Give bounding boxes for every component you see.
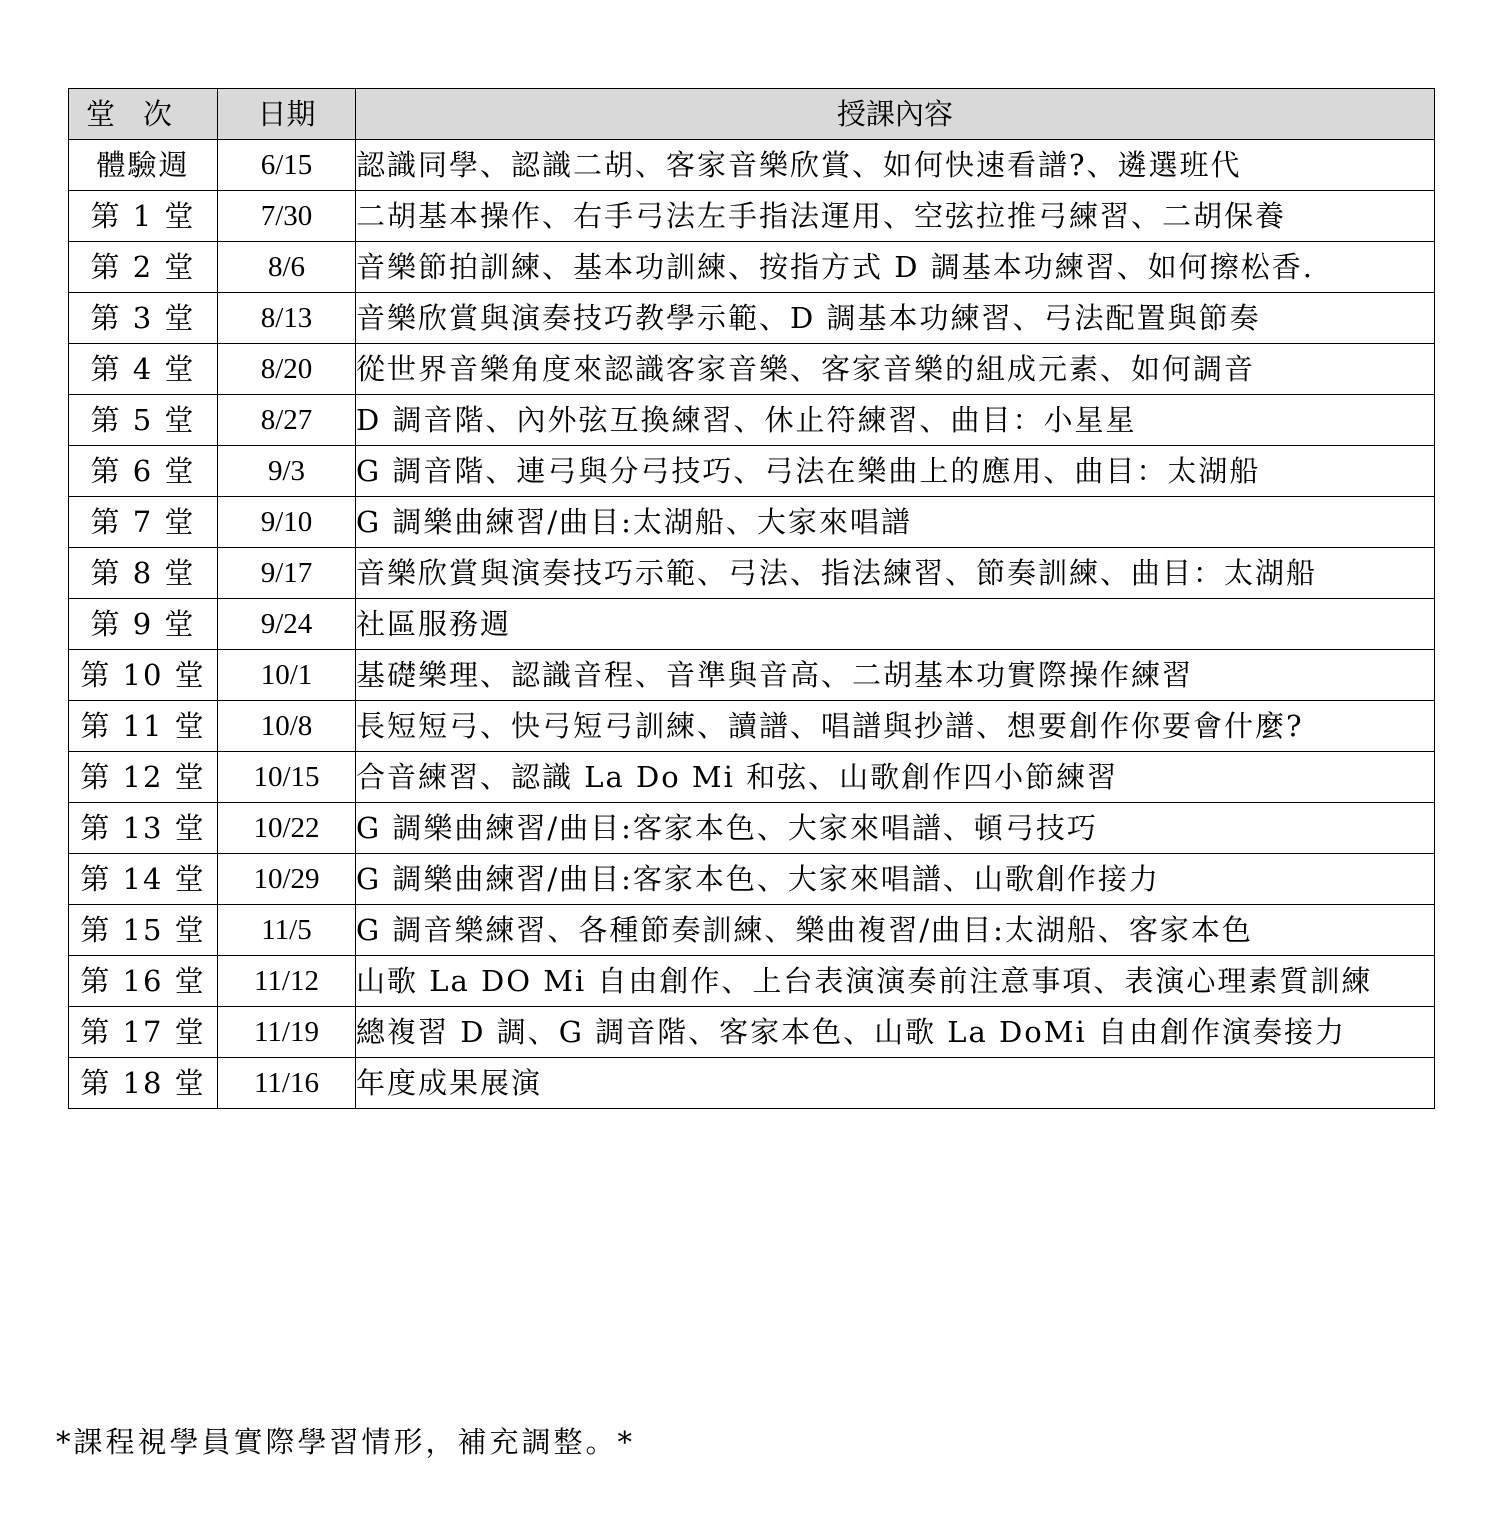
content-cell: 從世界音樂角度來認識客家音樂、客家音樂的組成元素、如何調音 bbox=[356, 344, 1435, 395]
table-row bbox=[69, 701, 1435, 752]
session-cell: 第 9 堂 bbox=[69, 599, 218, 650]
session-cell: 第 5 堂 bbox=[69, 395, 218, 446]
content-cell: 音樂欣賞與演奏技巧教學示範、D 調基本功練習、弓法配置與節奏 bbox=[356, 293, 1435, 344]
content-cell: G 調樂曲練習/曲目:客家本色、大家來唱譜、頓弓技巧 bbox=[356, 803, 1435, 854]
date-cell: 10/1 bbox=[218, 650, 356, 701]
session-cell: 第 6 堂 bbox=[69, 446, 218, 497]
table-row bbox=[69, 650, 1435, 701]
header-content: 授課內容 bbox=[356, 89, 1435, 140]
table-row bbox=[69, 752, 1435, 803]
date-cell: 10/15 bbox=[218, 752, 356, 803]
session-cell: 第 10 堂 bbox=[69, 650, 218, 701]
session-cell: 第 11 堂 bbox=[69, 701, 218, 752]
date-cell: 8/6 bbox=[218, 242, 356, 293]
session-cell: 第 3 堂 bbox=[69, 293, 218, 344]
date-cell: 10/22 bbox=[218, 803, 356, 854]
session-cell: 第 2 堂 bbox=[69, 242, 218, 293]
session-cell: 第 1 堂 bbox=[69, 191, 218, 242]
table-row bbox=[69, 497, 1435, 548]
table-row bbox=[69, 548, 1435, 599]
content-cell: 長短短弓、快弓短弓訓練、讀譜、唱譜與抄譜、想要創作你要會什麼? bbox=[356, 701, 1435, 752]
date-cell: 11/5 bbox=[218, 905, 356, 956]
date-cell: 6/15 bbox=[218, 140, 356, 191]
table-row bbox=[69, 344, 1435, 395]
session-cell: 第 4 堂 bbox=[69, 344, 218, 395]
table-row bbox=[69, 599, 1435, 650]
date-cell: 11/19 bbox=[218, 1007, 356, 1058]
content-cell: 基礎樂理、認識音程、音準與音高、二胡基本功實際操作練習 bbox=[356, 650, 1435, 701]
table-row bbox=[69, 803, 1435, 854]
session-cell: 第 12 堂 bbox=[69, 752, 218, 803]
date-cell: 10/8 bbox=[218, 701, 356, 752]
date-cell: 8/13 bbox=[218, 293, 356, 344]
date-cell: 9/24 bbox=[218, 599, 356, 650]
date-cell: 11/12 bbox=[218, 956, 356, 1007]
content-cell: 音樂欣賞與演奏技巧示範、弓法、指法練習、節奏訓練、曲目：太湖船 bbox=[356, 548, 1435, 599]
content-cell: G 調樂曲練習/曲目:太湖船、大家來唱譜 bbox=[356, 497, 1435, 548]
date-cell: 8/20 bbox=[218, 344, 356, 395]
content-cell: 社區服務週 bbox=[356, 599, 1435, 650]
session-cell: 第 7 堂 bbox=[69, 497, 218, 548]
session-cell: 第 8 堂 bbox=[69, 548, 218, 599]
date-cell: 9/10 bbox=[218, 497, 356, 548]
session-cell: 第 17 堂 bbox=[69, 1007, 218, 1058]
content-cell: G 調音階、連弓與分弓技巧、弓法在樂曲上的應用、曲目：太湖船 bbox=[356, 446, 1435, 497]
content-cell: 合音練習、認識 La Do Mi 和弦、山歌創作四小節練習 bbox=[356, 752, 1435, 803]
table-row bbox=[69, 905, 1435, 956]
content-cell: 山歌 La DO Mi 自由創作、上台表演演奏前注意事項、表演心理素質訓練 bbox=[356, 956, 1435, 1007]
date-cell: 9/3 bbox=[218, 446, 356, 497]
header-row bbox=[69, 89, 1435, 140]
date-cell: 7/30 bbox=[218, 191, 356, 242]
content-cell: 二胡基本操作、右手弓法左手指法運用、空弦拉推弓練習、二胡保養 bbox=[356, 191, 1435, 242]
table-row bbox=[69, 1058, 1435, 1109]
session-cell: 第 16 堂 bbox=[69, 956, 218, 1007]
content-cell: D 調音階、內外弦互換練習、休止符練習、曲目：小星星 bbox=[356, 395, 1435, 446]
content-cell: G 調音樂練習、各種節奏訓練、樂曲複習/曲目:太湖船、客家本色 bbox=[356, 905, 1435, 956]
date-cell: 11/16 bbox=[218, 1058, 356, 1109]
date-cell: 8/27 bbox=[218, 395, 356, 446]
course-schedule bbox=[68, 88, 1434, 1109]
session-cell: 第 15 堂 bbox=[69, 905, 218, 956]
header-session: 堂次 bbox=[69, 89, 218, 140]
header-date: 日期 bbox=[218, 89, 356, 140]
table-row bbox=[69, 395, 1435, 446]
table-row bbox=[69, 956, 1435, 1007]
content-cell: 認識同學、認識二胡、客家音樂欣賞、如何快速看譜?、遴選班代 bbox=[356, 140, 1435, 191]
footnote: *課程視學員實際學習情形，補充調整。* bbox=[56, 1425, 636, 1459]
date-cell: 10/29 bbox=[218, 854, 356, 905]
schedule-table bbox=[68, 88, 1435, 1109]
table-row bbox=[69, 854, 1435, 905]
session-cell: 體驗週 bbox=[69, 140, 218, 191]
table-row bbox=[69, 191, 1435, 242]
content-cell: G 調樂曲練習/曲目:客家本色、大家來唱譜、山歌創作接力 bbox=[356, 854, 1435, 905]
session-cell: 第 18 堂 bbox=[69, 1058, 218, 1109]
content-cell: 總複習 D 調、G 調音階、客家本色、山歌 La DoMi 自由創作演奏接力 bbox=[356, 1007, 1435, 1058]
date-cell: 9/17 bbox=[218, 548, 356, 599]
table-row bbox=[69, 293, 1435, 344]
table-row bbox=[69, 140, 1435, 191]
table-row bbox=[69, 446, 1435, 497]
table-row bbox=[69, 1007, 1435, 1058]
content-cell: 年度成果展演 bbox=[356, 1058, 1435, 1109]
session-cell: 第 13 堂 bbox=[69, 803, 218, 854]
content-cell: 音樂節拍訓練、基本功訓練、按指方式 D 調基本功練習、如何擦松香. bbox=[356, 242, 1435, 293]
session-cell: 第 14 堂 bbox=[69, 854, 218, 905]
table-row bbox=[69, 242, 1435, 293]
